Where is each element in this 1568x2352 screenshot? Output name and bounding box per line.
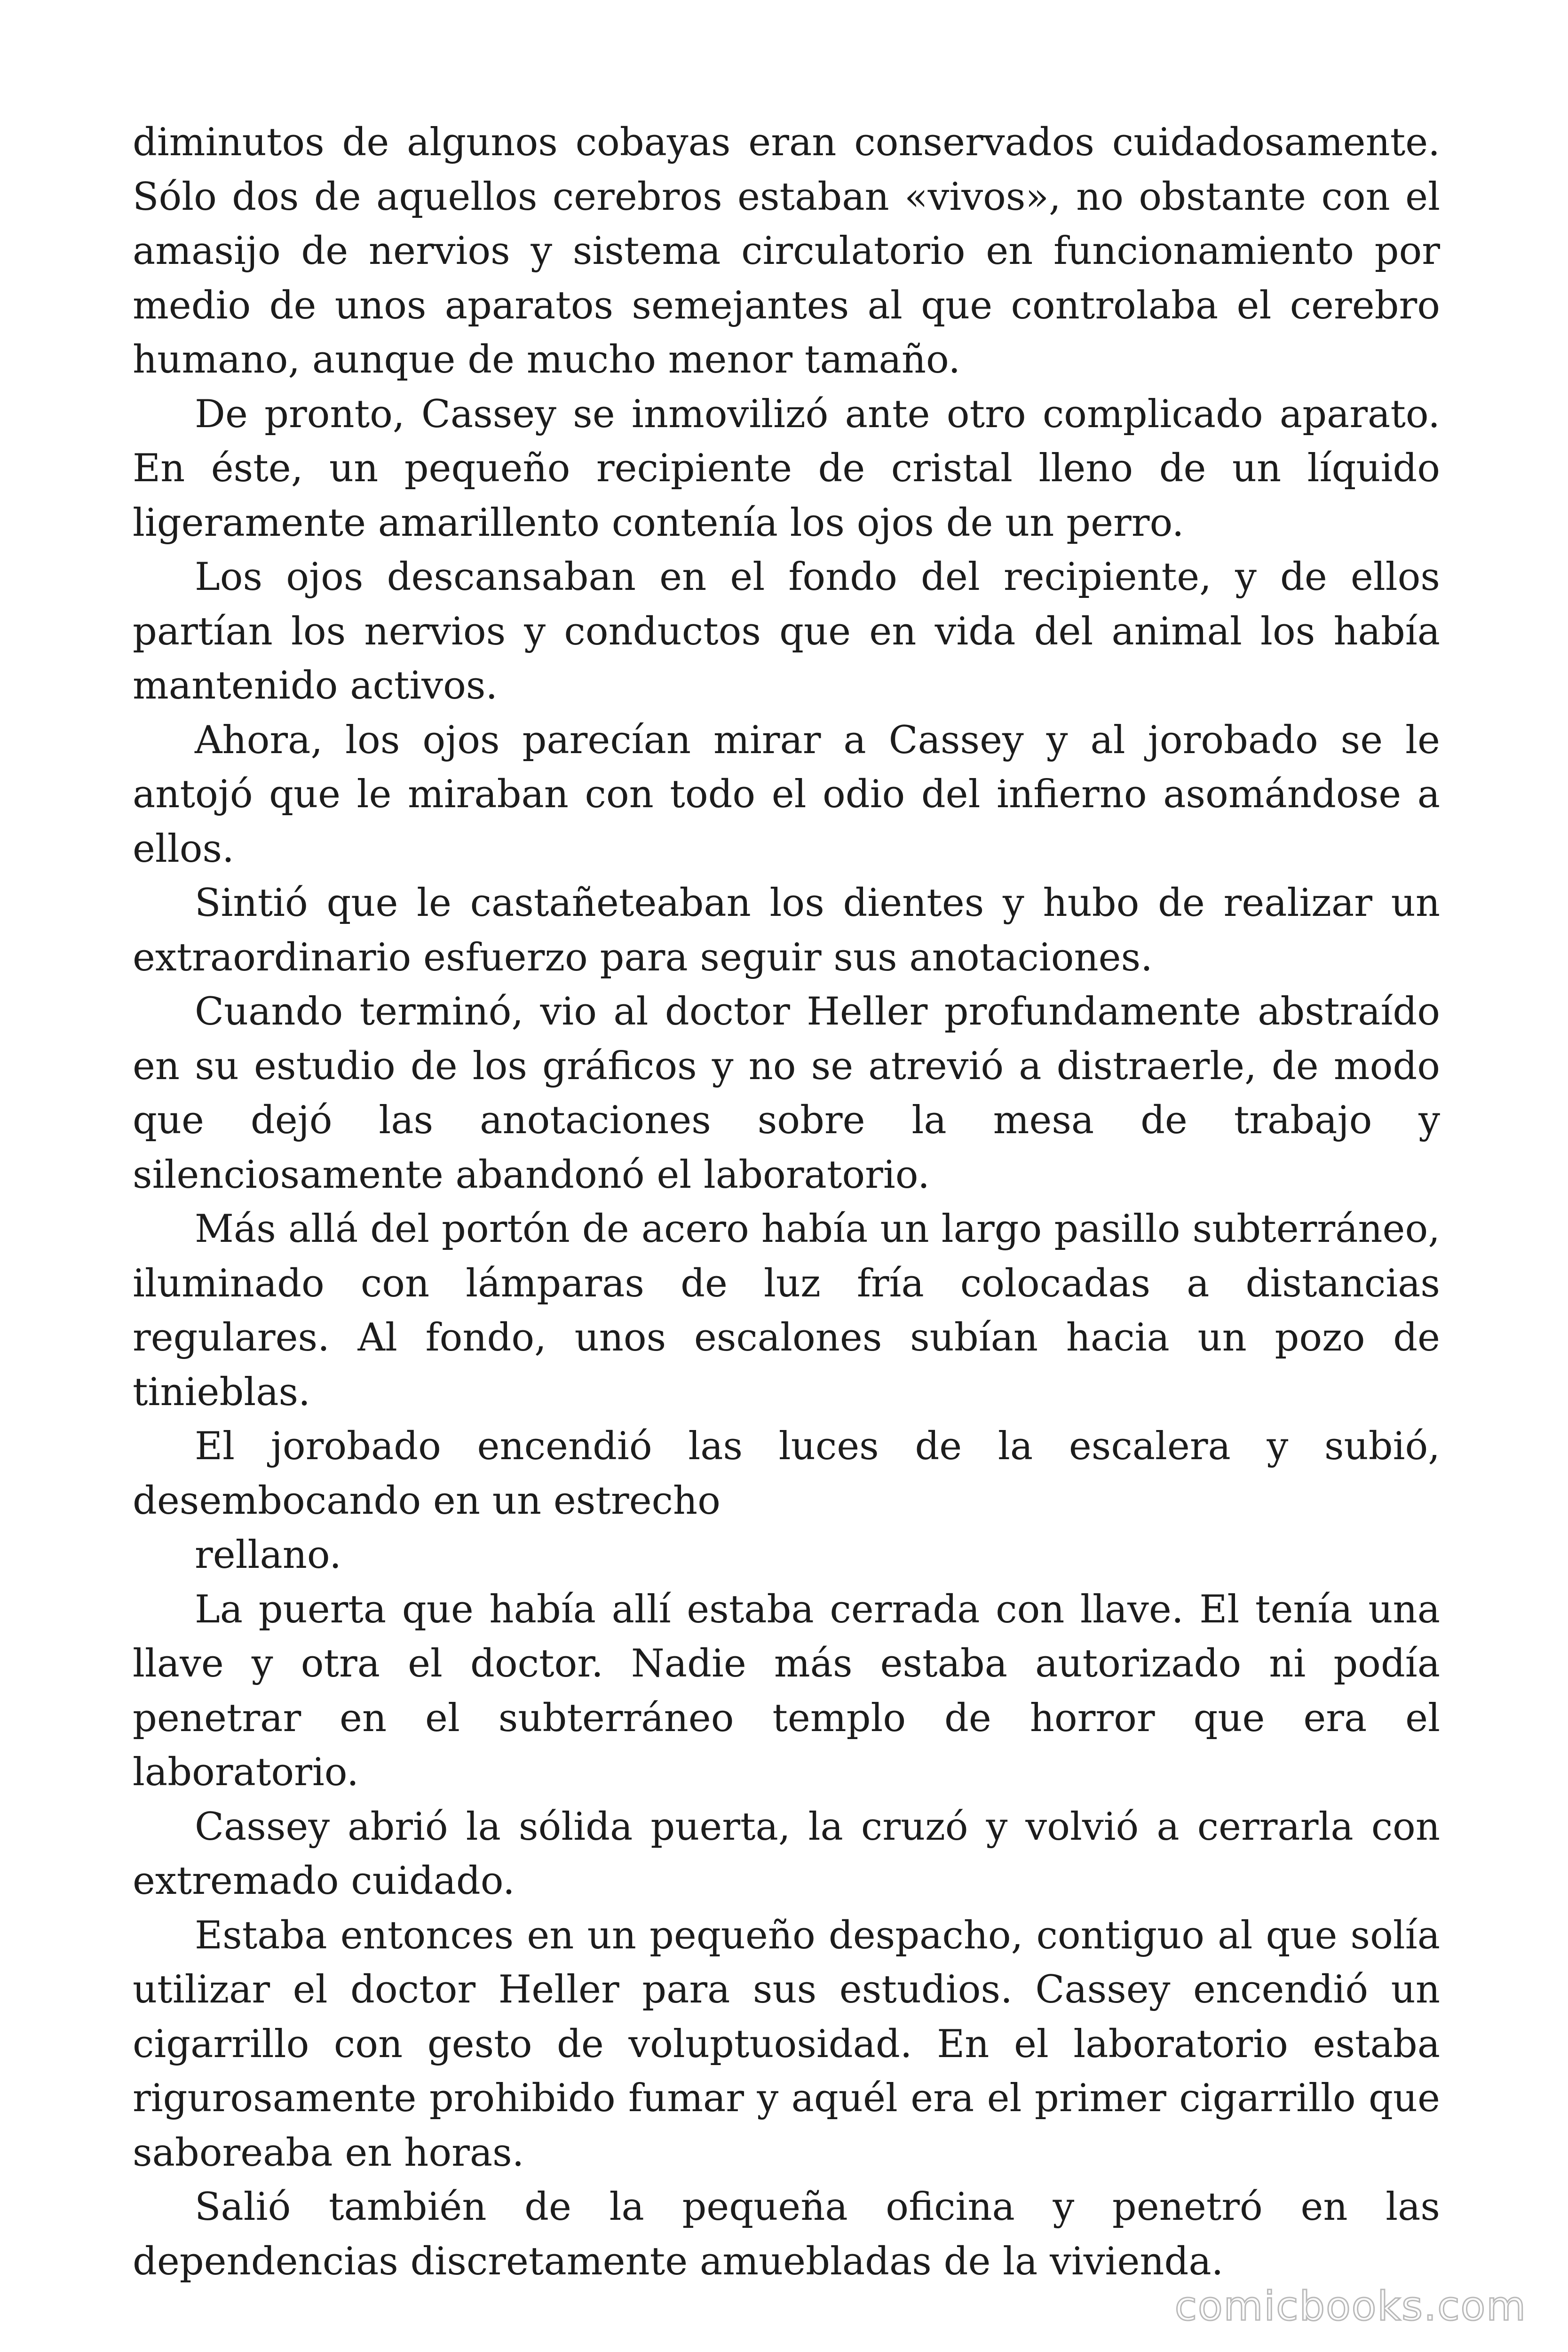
paragraph: Más allá del portón de acero había un largo pasillo subterráneo, iluminado con lámparas de luz fría colocadas a distancias regulares. Al fondo, unos escalones subían hacia un pozo de tinieblas. <box>133 1207 1440 1414</box>
paragraph-continued: diminutos de algunos cobayas eran conservados cuidadosamente. Sólo dos de aquellos cerebros estaban «vivos», no obstante con el amasijo de nervios y sistema circulatorio en funcionamiento por medio de unos aparatos semejantes al que controlaba el cerebro humano, aunque de mucho menor tamaño. <box>133 120 1440 382</box>
page-text <box>133 116 1440 2289</box>
paragraph: Los ojos descansaban en el fondo del recipiente, y de ellos partían los nervios y conductos que en vida del animal los había mantenido activos. <box>133 555 1440 708</box>
paragraph: De pronto, Cassey se inmovilizó ante otro complicado aparato. En éste, un pequeño recipiente de cristal lleno de un líquido ligeramente amarillento contenía los ojos de un perro. <box>133 392 1440 545</box>
paragraph: Ahora, los ojos parecían mirar a Cassey y al jorobado se le antojó que le miraban con todo el odio del infierno asomándose a ellos. <box>133 718 1440 871</box>
paragraph: El jorobado encendió las luces de la escalera y subió, desembocando en un estrecho <box>133 1424 1440 1523</box>
watermark: comicbooks.com <box>1174 2283 1527 2330</box>
paragraph: Cassey abrió la sólida puerta, la cruzó y volvió a cerrarla con extremado cuidado. <box>133 1804 1440 1903</box>
paragraph: La puerta que había allí estaba cerrada con llave. El tenía una llave y otra el doctor. Nadie más estaba autorizado ni podía penetrar en el subterráneo templo de horror que era el laboratorio. <box>133 1587 1440 1795</box>
paragraph: rellano. <box>195 1533 342 1577</box>
paragraph: Estaba entonces en un pequeño despacho, contiguo al que solía utilizar el doctor Heller para sus estudios. Cassey encendió un cigarrillo con gesto de voluptuosidad. En el laboratorio estaba rigurosamente prohibido fumar y aquél era el primer cigarrillo que saboreaba en horas. <box>133 1913 1440 2175</box>
paragraph: Sintió que le castañeteaban los dientes y hubo de realizar un extraordinario esfuerzo para seguir sus anotaciones. <box>133 881 1440 980</box>
paragraph: Cuando terminó, vio al doctor Heller profundamente abstraído en su estudio de los gráficos y no se atrevió a distraerle, de modo que dejó las anotaciones sobre la mesa de trabajo y silenciosamente abandonó el laboratorio. <box>133 990 1440 1197</box>
paragraph: Salió también de la pequeña oficina y penetró en las dependencias discretamente amuebladas de la vivienda. <box>133 2185 1440 2284</box>
